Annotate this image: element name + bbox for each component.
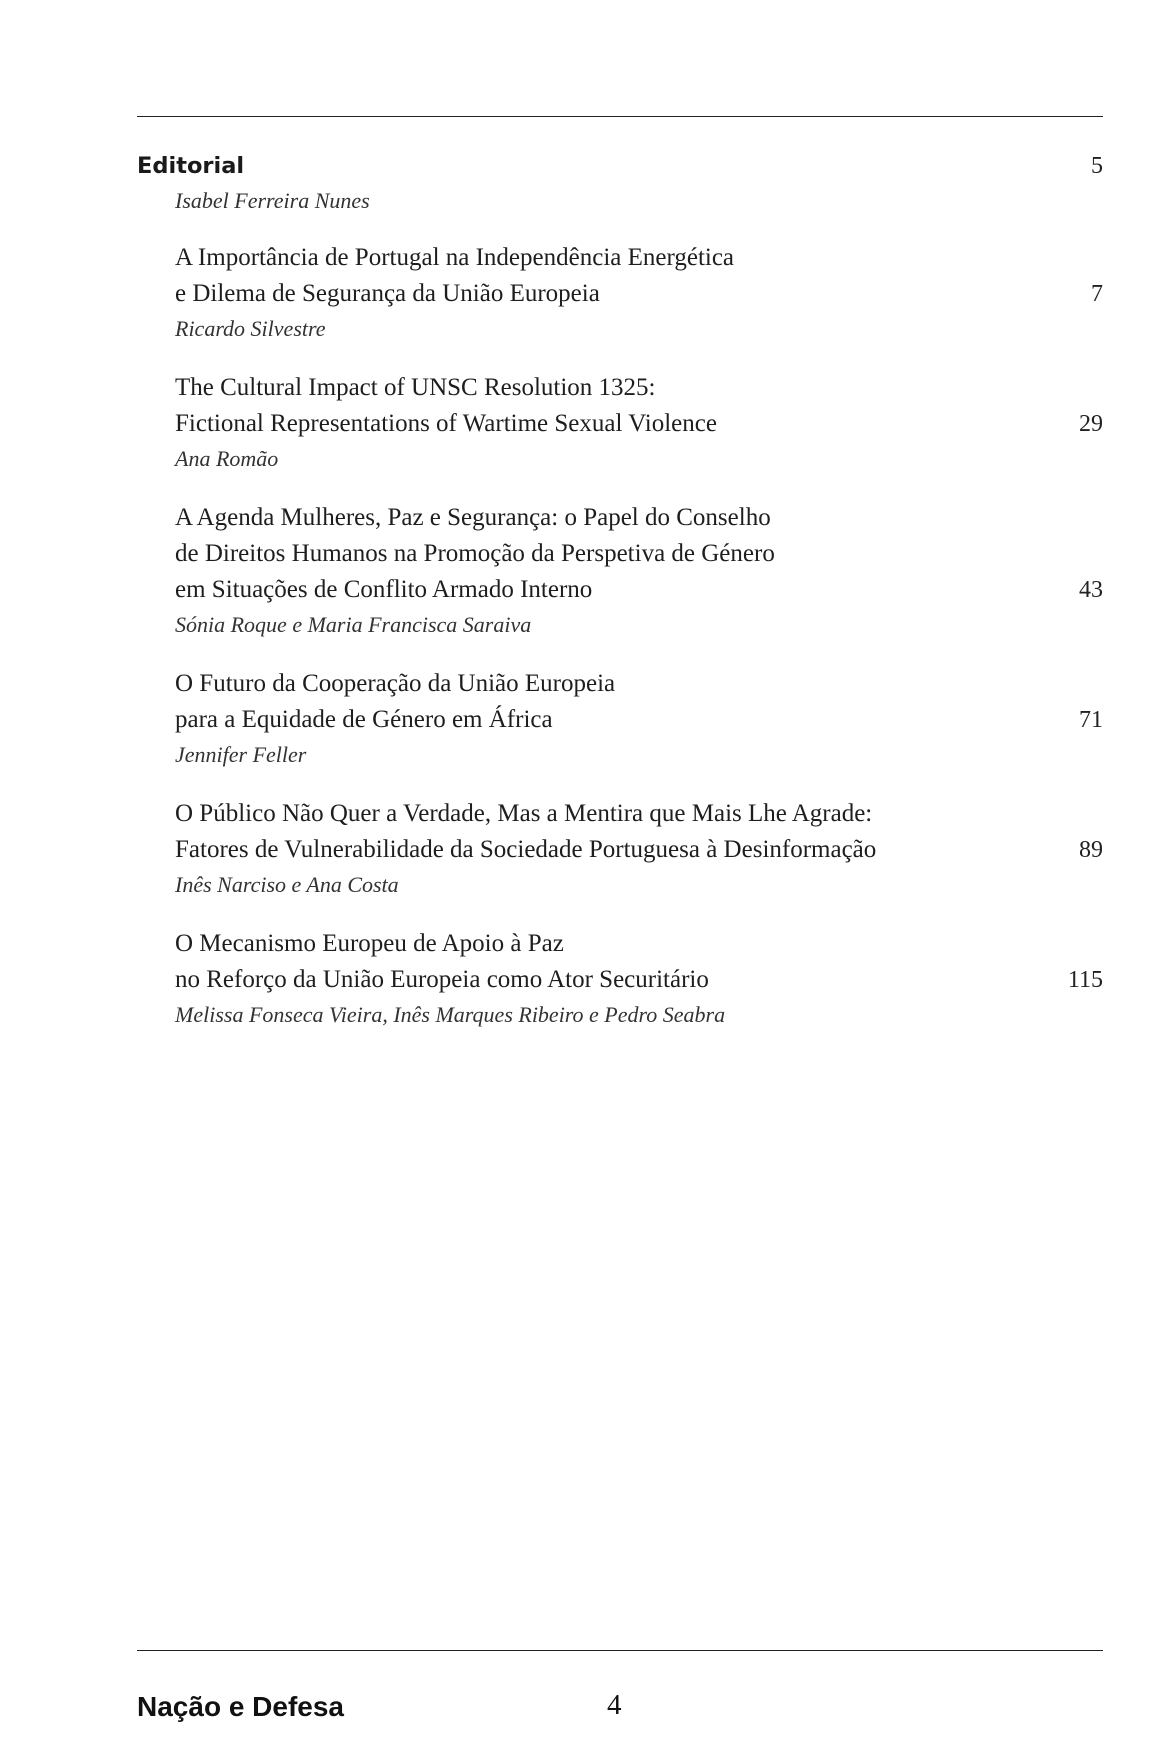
toc-page-number: 43 (1079, 577, 1103, 603)
top-rule (137, 116, 1103, 117)
toc-entry-title (175, 500, 1103, 608)
toc-entry-author: Sónia Roque e Maria Francisca Saraiva (175, 612, 532, 637)
toc-entry-title (175, 240, 1103, 312)
toc-entry-author: Inês Narciso e Ana Costa (175, 872, 399, 897)
toc-entries-list (137, 240, 1103, 1032)
toc-entry-title-line: Fatores de Vulnerabilidade da Sociedade Portuguesa à Desinformação (175, 836, 877, 863)
toc-page-number: 71 (1079, 707, 1103, 733)
toc-entry[interactable] (175, 926, 1103, 1032)
toc-entry[interactable] (175, 370, 1103, 476)
toc-entry[interactable] (175, 666, 1103, 772)
toc-page-number: 29 (1079, 411, 1103, 437)
toc-entry-title (175, 926, 1103, 998)
toc-page-number: 89 (1079, 837, 1103, 863)
toc-entry-title-line: em Situações de Conflito Armado Interno (175, 576, 593, 603)
toc-entry-title: Editorial (137, 153, 245, 179)
toc-entry-title-line: no Reforço da União Europeia como Ator Securitário (175, 966, 709, 993)
toc-entry-title-line: A Importância de Portugal na Independência Energética (175, 244, 735, 271)
toc-entry-title-line: A Agenda Mulheres, Paz e Segurança: o Papel do Conselho (175, 504, 771, 531)
toc-page-number: 5 (1091, 153, 1103, 179)
toc-entry-title-line: O Mecanismo Europeu de Apoio à Paz (175, 930, 564, 957)
toc-entry[interactable] (175, 796, 1103, 902)
toc-entry-title-line: Fictional Representations of Wartime Sexual Violence (175, 410, 717, 437)
toc-entry-author: Ricardo Silvestre (175, 316, 326, 341)
bottom-rule (137, 1650, 1103, 1651)
toc-entry-title-line: de Direitos Humanos na Promoção da Perspetiva de Género (175, 540, 775, 567)
toc-entry-author: Melissa Fonseca Vieira, Inês Marques Ribeiro e Pedro Seabra (175, 1002, 726, 1027)
table-of-contents (137, 148, 1103, 1056)
toc-entry[interactable] (175, 240, 1103, 346)
toc-entry-title (175, 796, 1103, 868)
toc-entry-title (175, 370, 1103, 442)
toc-page-number: 115 (1067, 967, 1103, 993)
toc-entry-title-line: The Cultural Impact of UNSC Resolution 1325: (175, 374, 656, 401)
journal-name: Nação e Defesa (137, 1691, 345, 1722)
toc-entry-author: Jennifer Feller (175, 742, 307, 767)
toc-entry[interactable] (175, 500, 1103, 642)
footer-page-number: 4 (607, 1689, 622, 1721)
toc-entry-title (175, 666, 1103, 738)
toc-entry-editorial[interactable] (137, 148, 1103, 218)
toc-entry-title-line: O Público Não Quer a Verdade, Mas a Mentira que Mais Lhe Agrade: (175, 800, 873, 827)
toc-page-number: 7 (1091, 281, 1103, 307)
toc-entry-title-line: e Dilema de Segurança da União Europeia (175, 280, 600, 307)
toc-entry-author: Ana Romão (175, 446, 279, 471)
toc-entry-author: Isabel Ferreira Nunes (175, 188, 370, 213)
toc-entry-title-line: O Futuro da Cooperação da União Europeia (175, 670, 616, 697)
toc-entry-title-line: para a Equidade de Género em África (175, 706, 553, 733)
